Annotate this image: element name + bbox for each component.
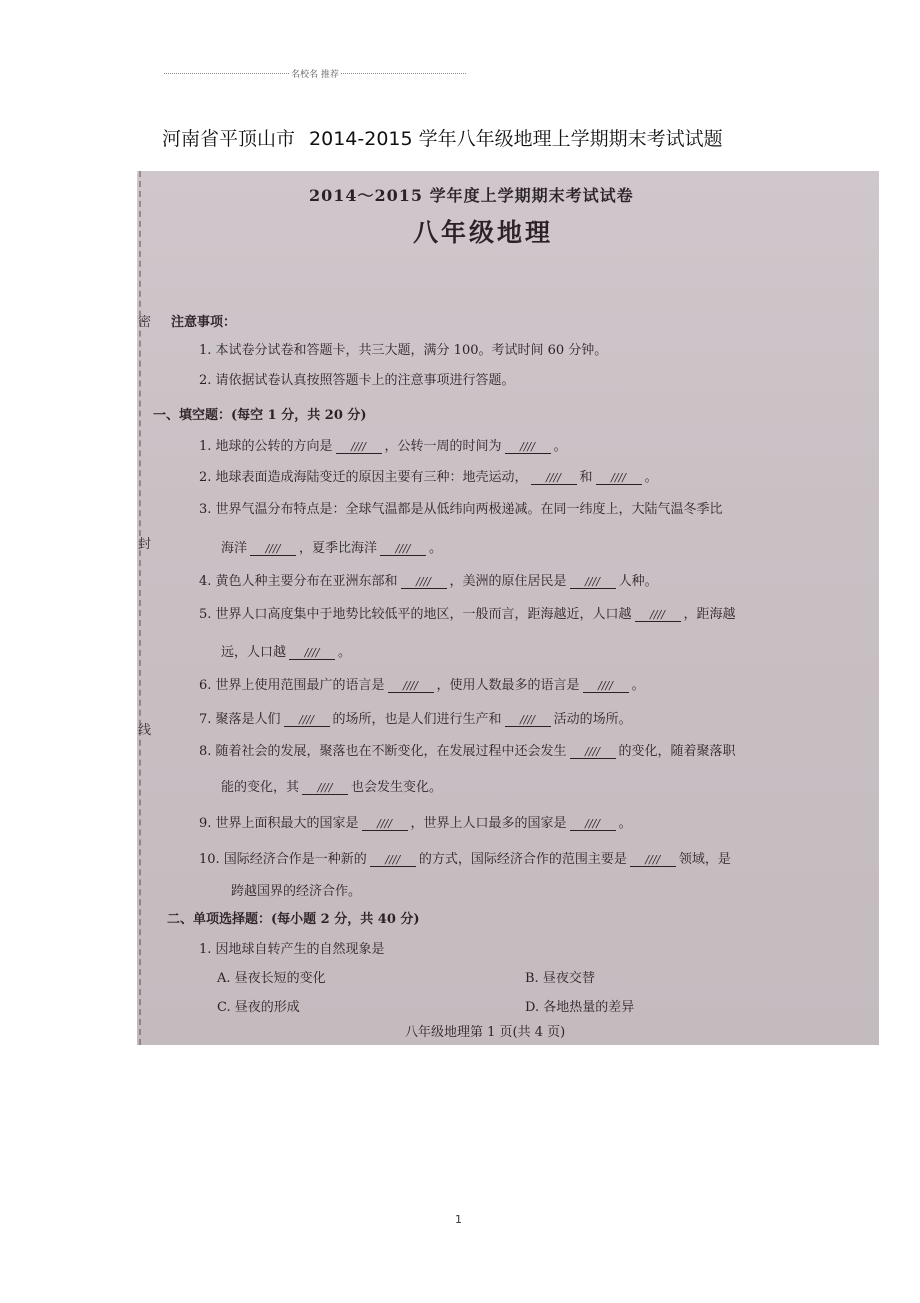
question-4: 4. 黄色人种主要分布在亚洲东部和 //// ，美洲的原住居民是 //// 人种。 xyxy=(199,574,658,589)
exam-paper-photo xyxy=(137,171,879,1045)
header-text: 名校名 推荐 xyxy=(291,69,339,80)
question-8-line-1: 8. 随着社会的发展，聚落也在不断变化，在发展过程中还会发生 //// 的变化，随着聚落职 xyxy=(199,744,736,759)
answer-blank: //// xyxy=(570,746,616,759)
answer-blank: //// xyxy=(531,472,577,485)
notice-heading: 注意事项： xyxy=(171,315,237,330)
section-2-heading: 二、单项选择题：(每小题 2 分，共 40 分) xyxy=(167,912,420,927)
side-mark-line: 线 xyxy=(138,723,152,738)
answer-blank: //// xyxy=(380,543,426,556)
mc-option-c: C. 昼夜的形成 xyxy=(217,1000,300,1015)
answer-blank: //// xyxy=(289,647,335,660)
answer-blank: //// xyxy=(388,680,434,693)
question-5-line-2: 远，人口越 //// 。 xyxy=(221,645,352,660)
answer-blank: //// xyxy=(505,714,551,727)
question-1: 1. 地球的公转的方向是 //// ，公转一周的时间为 //// 。 xyxy=(199,439,567,454)
answer-blank: //// xyxy=(362,818,408,831)
question-2: 2. 地球表面造成海陆变迁的原因主要有三种：地壳运动， //// 和 //// 。 xyxy=(199,470,658,485)
question-6: 6. 世界上使用范围最广的语言是 //// ，使用人数最多的语言是 //// 。 xyxy=(199,678,645,693)
section-1-heading: 一、填空题：(每空 1 分，共 20 分) xyxy=(153,408,367,423)
answer-blank: //// xyxy=(635,609,681,622)
binding-line xyxy=(139,171,147,1045)
notice-1: 1. 本试卷分试卷和答题卡，共三大题，满分 100。考试时间 60 分钟。 xyxy=(199,343,608,358)
document-title xyxy=(162,124,862,151)
answer-blank: //// xyxy=(284,714,330,727)
exam-page-footer: 八年级地理第 1 页(共 4 页) xyxy=(405,1025,566,1040)
answer-blank: //// xyxy=(570,818,616,831)
answer-blank: //// xyxy=(570,576,616,589)
side-mark-close: 封 xyxy=(138,537,152,552)
question-10-line-2: 跨越国界的经济合作。 xyxy=(231,884,362,899)
question-8-line-2: 能的变化，其 //// 也会发生变化。 xyxy=(221,780,443,795)
page-number: 1 xyxy=(455,1213,462,1226)
question-7: 7. 聚落是人们 //// 的场所，也是人们进行生产和 //// 活动的场所。 xyxy=(199,712,632,727)
answer-blank: //// xyxy=(302,782,348,795)
question-3-line-1: 3. 世界气温分布特点是：全球气温都是从低纬向两极递减。在同一纬度上，大陆气温冬季比 xyxy=(199,502,723,517)
header-dots-left xyxy=(164,73,289,74)
notice-2: 2. 请依据试卷认真按照答题卡上的注意事项进行答题。 xyxy=(199,373,515,388)
answer-blank: //// xyxy=(596,472,642,485)
mc-option-d: D. 各地热量的差异 xyxy=(525,1000,635,1015)
mc-question-1: 1. 因地球自转产生的自然现象是 xyxy=(199,942,385,957)
question-5-line-1: 5. 世界人口高度集中于地势比较低平的地区，一般而言，距海越近，人口越 //// ，距海越 xyxy=(199,607,736,622)
answer-blank: //// xyxy=(505,441,551,454)
mc-option-b: B. 昼夜交替 xyxy=(525,971,595,986)
answer-blank: //// xyxy=(370,854,416,867)
answer-blank: //// xyxy=(336,441,382,454)
question-10-line-1: 10. 国际经济合作是一种新的 //// 的方式，国际经济合作的范围主要是 //// 领域，是 xyxy=(199,852,731,867)
exam-subject: 八年级地理 xyxy=(413,218,554,247)
side-mark-seal: 密 xyxy=(138,315,152,330)
question-9: 9. 世界上面积最大的国家是 //// ，世界上人口最多的国家是 //// 。 xyxy=(199,816,632,831)
exam-title: 2014～2015 学年度上学期期末考试试卷 xyxy=(309,186,634,205)
answer-blank: //// xyxy=(630,854,676,867)
document-title-region: 河南省平顶山市 xyxy=(162,128,296,150)
page-header xyxy=(162,66,468,80)
mc-option-a: A. 昼夜长短的变化 xyxy=(217,971,326,986)
document-title-main: 2014-2015 学年八年级地理上学期期末考试试题 xyxy=(309,128,723,150)
answer-blank: //// xyxy=(401,576,447,589)
answer-blank: //// xyxy=(583,680,629,693)
question-3-line-2: 海洋 //// ，夏季比海洋 //// 。 xyxy=(221,541,443,556)
answer-blank: //// xyxy=(250,543,296,556)
header-dots-right xyxy=(341,73,466,74)
